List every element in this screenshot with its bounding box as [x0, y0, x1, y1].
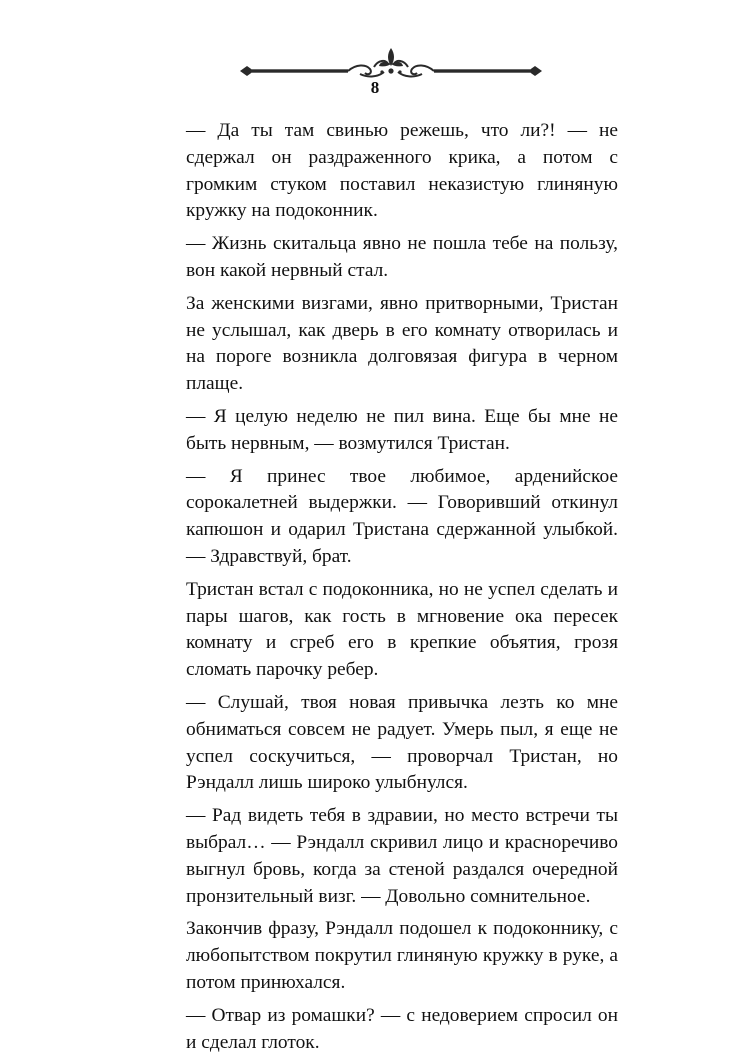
ornament-left-diamond — [240, 66, 254, 76]
paragraph: Закончив фразу, Рэндалл подошел к подоконнику, с любопытством покрутил глиняную кружку в руке, а потом принюхался. — [186, 918, 618, 993]
ornament-right-rule — [434, 69, 530, 72]
paragraph: За женскими визгами, явно притворными, Тристан не услышал, как дверь в его комнату отворилась и на пороге возникла долговязая фигура в черном плаще. — [186, 292, 618, 395]
paragraph: — Слушай, твоя новая привычка лезть ко мне обниматься совсем не радует. Умерь пыл, я еще не успел соскучиться, — проворчал Тристан, но Рэндалл лишь широко улыбнулся. — [186, 691, 618, 794]
paragraph: — Жизнь скитальца явно не пошла тебе на пользу, вон какой нервный стал. — [186, 233, 618, 281]
ornament-right-diamond — [528, 66, 542, 76]
paragraph: — Отвар из ромашки? — с недоверием спросил он и сделал глоток. — [186, 1004, 618, 1053]
paragraph: Тристан встал с подоконника, но не успел сделать и пары шагов, как гость в мгновение ока пересек комнату и сгреб его в крепкие объятия, грозя сломать парочку ребер. — [186, 578, 618, 681]
paragraph: — Я целую неделю не пил вина. Еще бы мне не быть нервным, — возмутился Тристан. — [186, 405, 618, 454]
paragraph: — Рад видеть тебя в здравии, но место встречи ты выбрал… — Рэндалл скривил лицо и красноречиво выгнул бровь, когда за стеной раздался очередной пронзительный визг. — Довольно сомнительное. — [186, 805, 618, 907]
ornament-left-rule — [252, 69, 348, 72]
paragraph: — Я принес твое любимое, арденийское сорокалетней выдержки. — Говоривший откинул капюшон и одарил Тристана сдержанной улыбкой. — Здравствуй, брат. — [186, 465, 618, 567]
body-text — [186, 118, 618, 1062]
header-ornament — [238, 42, 544, 82]
page-number: 8 — [370, 78, 380, 97]
paragraph: — Да ты там свинью режешь, что ли?! — не сдержал он раздраженного крика, а потом с громким стуком поставил неказистую глиняную кружку на подоконник. — [186, 120, 618, 222]
